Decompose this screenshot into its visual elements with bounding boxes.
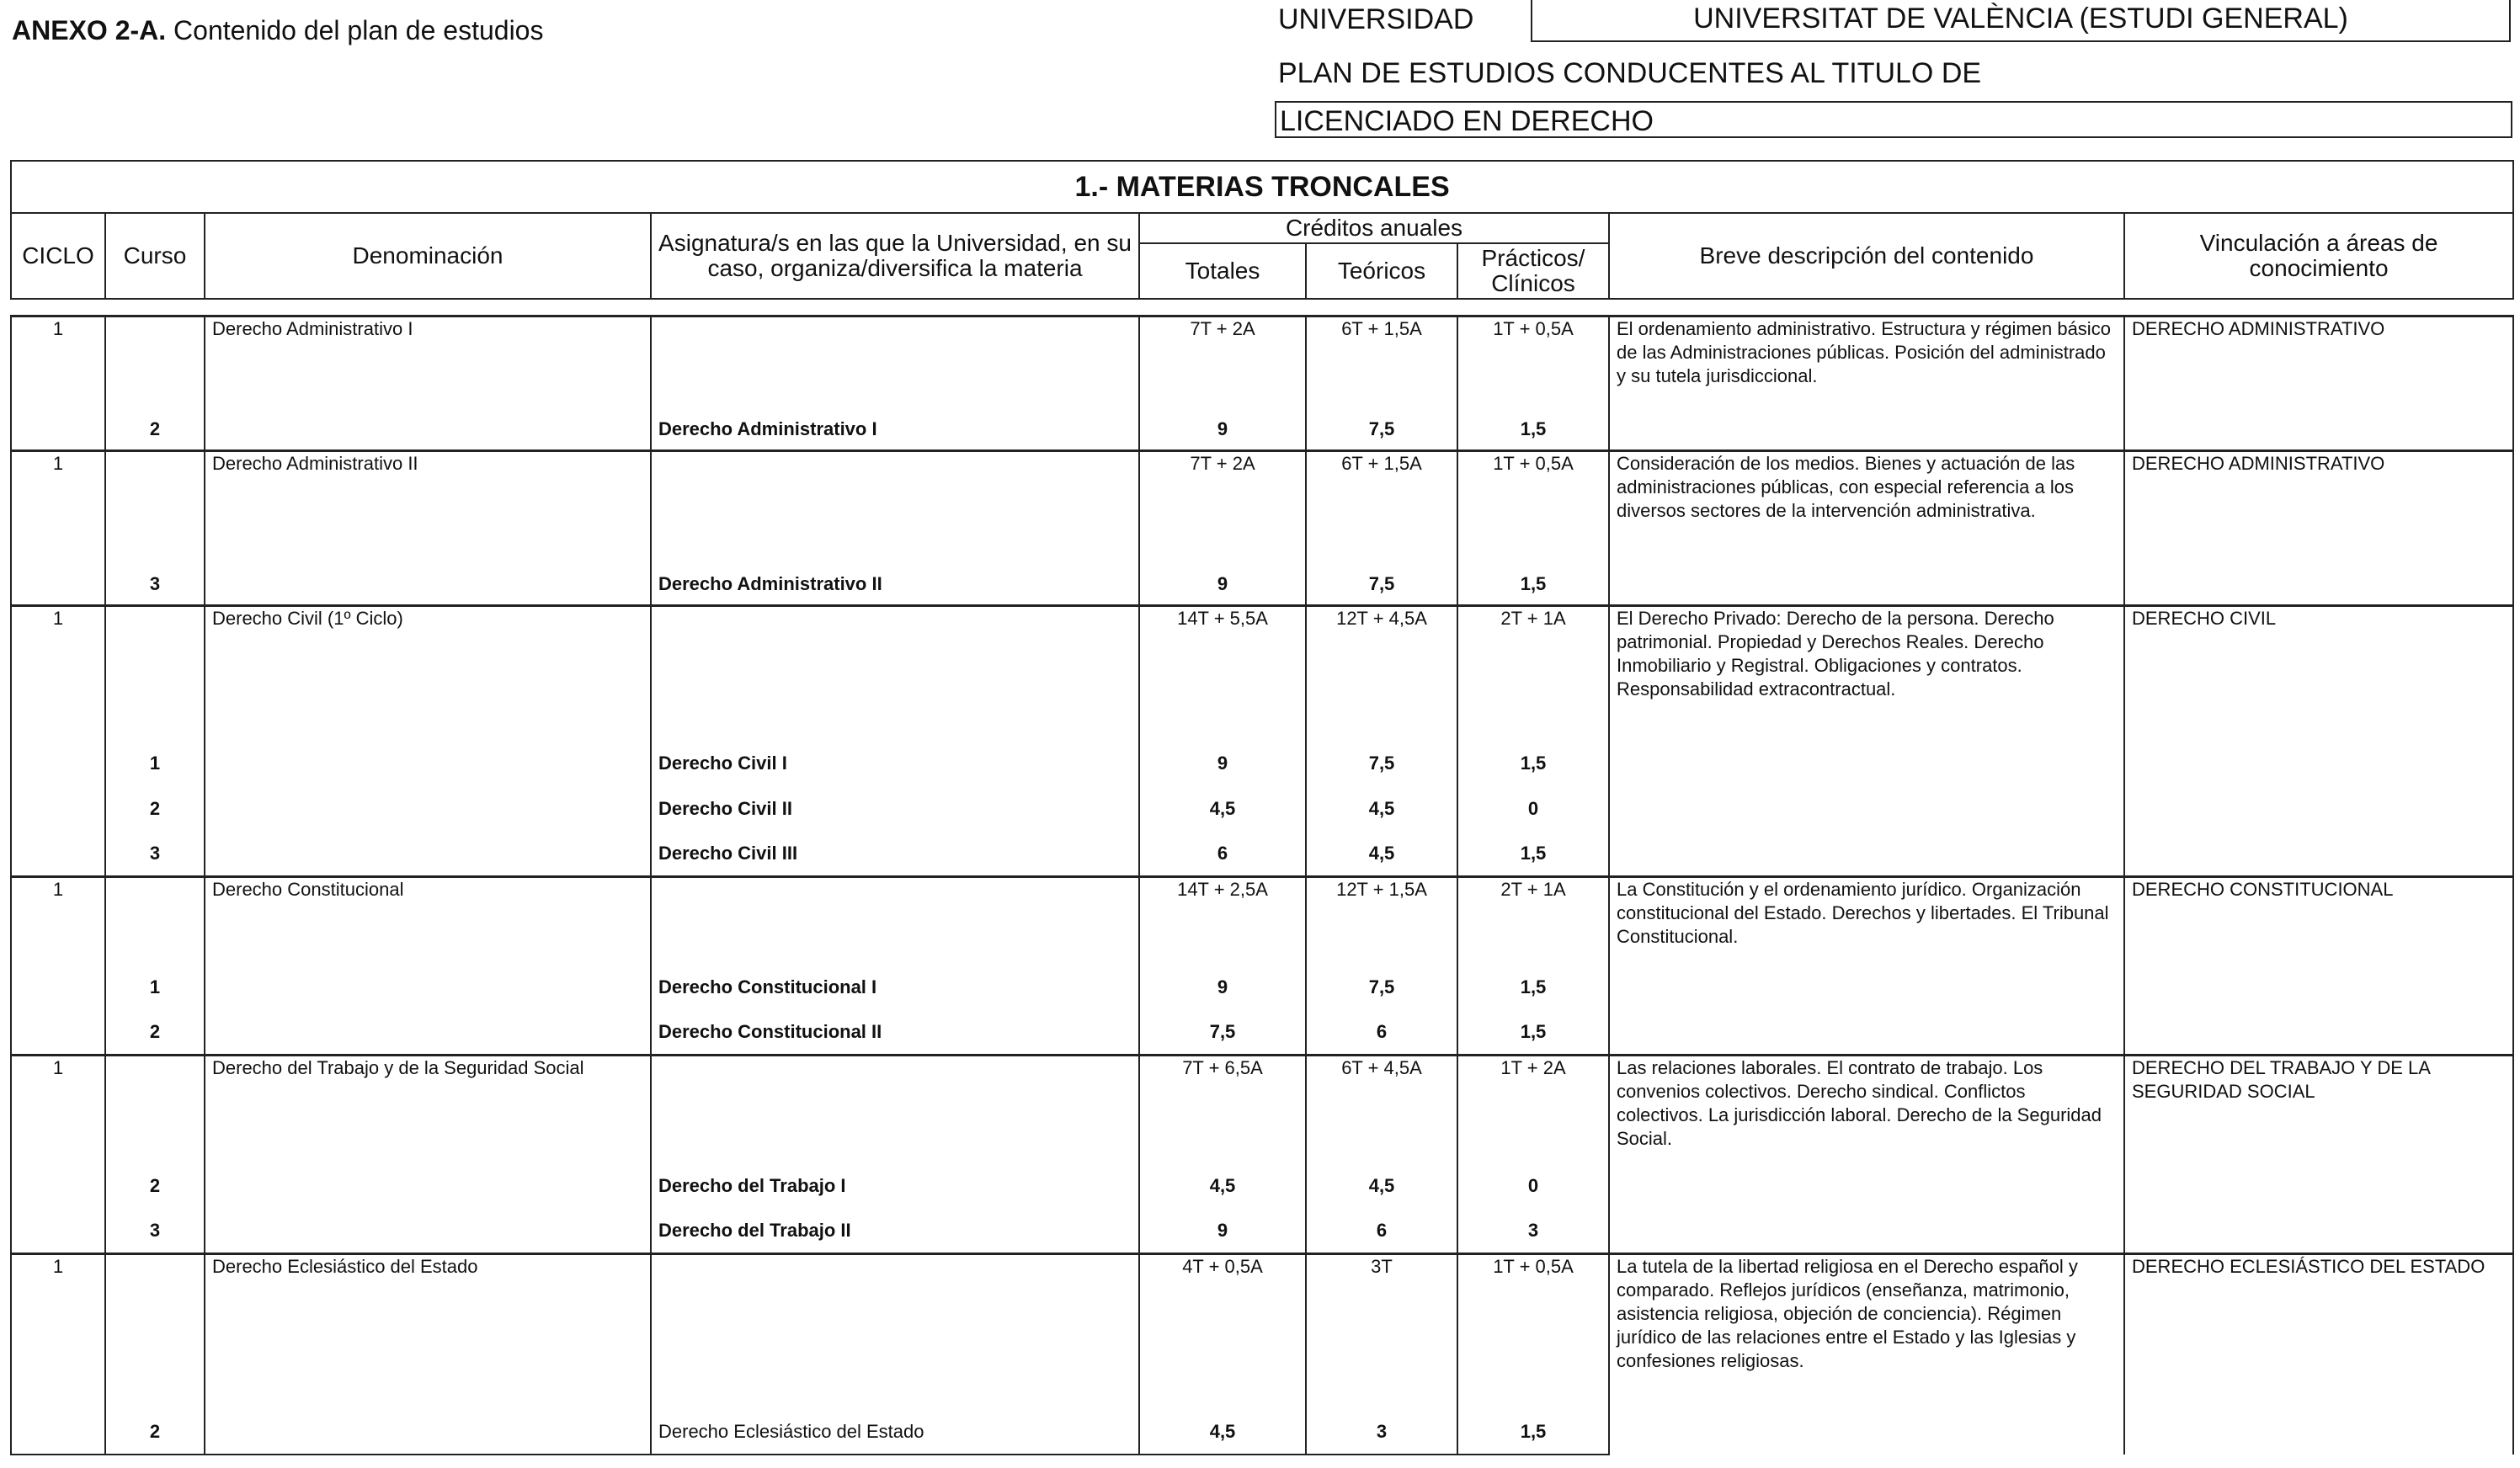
practicos-cell: 1T + 0,5A: [1457, 316, 1609, 409]
vinculacion-cell: DERECHO CONSTITUCIONAL: [2124, 877, 2513, 1056]
table-row: [11, 877, 2513, 965]
asignatura-cell: Derecho Civil I: [651, 741, 1139, 786]
descripcion-cell: Consideración de los medios. Bienes y actuación de las administraciones públicas, con especial referencia a los diversos sectores de la intervención administrativa.: [1609, 451, 2124, 606]
descripcion-cell: El Derecho Privado: Derecho de la persona. Derecho patrimonial. Propiedad y Derechos Reales. Derecho Inmobiliario y Registral. Obligaciones y contratos. Responsabilidad extracontractual.: [1609, 606, 2124, 877]
curso-cell: 2: [105, 1010, 205, 1056]
vinculacion-cell: DERECHO DEL TRABAJO Y DE LA SEGURIDAD SOCIAL: [2124, 1056, 2513, 1254]
annex-heading: [12, 15, 543, 46]
practicos-cell: 2T + 1A: [1457, 606, 1609, 741]
teoricos-cell: 7,5: [1306, 409, 1457, 451]
curso-cell: 2: [105, 409, 205, 451]
ciclo-cell: 1: [11, 606, 105, 741]
teoricos-cell: 12T + 1,5A: [1306, 877, 1457, 965]
table-row: [11, 606, 2513, 741]
curso-cell: 1: [105, 965, 205, 1010]
teoricos-cell: 6T + 1,5A: [1306, 451, 1457, 564]
table-row: [11, 316, 2513, 409]
practicos-cell: 1T + 2A: [1457, 1056, 1609, 1163]
denominacion-cell: Derecho Administrativo II: [205, 451, 651, 564]
asignatura-cell: Derecho Constitucional I: [651, 965, 1139, 1010]
asignatura-cell: Derecho Administrativo II: [651, 564, 1139, 606]
descripcion-cell: La Constitución y el ordenamiento jurídico. Organización constitucional del Estado. Derechos y libertades. El Tribunal Constitucional.: [1609, 877, 2124, 1056]
col-curso: Curso: [105, 213, 205, 299]
practicos-cell: 1,5: [1457, 409, 1609, 451]
table-row: [11, 1056, 2513, 1163]
teoricos-cell: 6T + 1,5A: [1306, 316, 1457, 409]
col-asignaturas: Asignatura/s en las que la Universidad, en su caso, organiza/diversifica la materia: [651, 213, 1139, 299]
denominacion-cell: Derecho Civil (1º Ciclo): [205, 606, 651, 741]
asignatura-cell: Derecho Eclesiástico del Estado: [651, 1411, 1139, 1455]
descripcion-cell: Las relaciones laborales. El contrato de trabajo. Los convenios colectivos. Derecho sindical. Conflictos colectivos. La jurisdicción laboral. Derecho de la Seguridad Social.: [1609, 1056, 2124, 1254]
teoricos-cell: 4,5: [1306, 832, 1457, 877]
denominacion-cell: Derecho Eclesiástico del Estado: [205, 1254, 651, 1411]
practicos-cell: 1,5: [1457, 1411, 1609, 1455]
curso-cell: 2: [105, 1163, 205, 1209]
asignatura-cell: Derecho Administrativo I: [651, 409, 1139, 451]
vinculacion-cell: DERECHO CIVIL: [2124, 606, 2513, 877]
practicos-cell: 1,5: [1457, 1010, 1609, 1056]
table-row: [11, 1254, 2513, 1411]
university-field: UNIVERSITAT DE VALÈNCIA (ESTUDI GENERAL): [1531, 0, 2511, 42]
teoricos-cell: 3: [1306, 1411, 1457, 1455]
asignatura-cell: Derecho Civil III: [651, 832, 1139, 877]
totales-cell: 7T + 2A: [1139, 451, 1306, 564]
totales-cell: 9: [1139, 409, 1306, 451]
table-row: [11, 451, 2513, 564]
teoricos-cell: 7,5: [1306, 741, 1457, 786]
descripcion-cell: La tutela de la libertad religiosa en el Derecho español y comparado. Reflejos jurídicos (enseñanza, matrimonio, asistencia religiosa, objeción de conciencia). Régimen jurídico de las relaciones entre el Estado y las Iglesias y confesiones religiosas.: [1609, 1254, 2124, 1455]
col-ciclo: CICLO: [11, 213, 105, 299]
university-label: UNIVERSIDAD: [1278, 3, 1474, 35]
practicos-cell: 1T + 0,5A: [1457, 451, 1609, 564]
practicos-cell: 2T + 1A: [1457, 877, 1609, 965]
col-descripcion: Breve descripción del contenido: [1609, 213, 2124, 299]
totales-cell: 9: [1139, 741, 1306, 786]
denominacion-cell: Derecho Constitucional: [205, 877, 651, 965]
totales-cell: 7T + 6,5A: [1139, 1056, 1306, 1163]
asignatura-cell: Derecho Constitucional II: [651, 1010, 1139, 1056]
curso-cell: 1: [105, 741, 205, 786]
asignatura-cell: Derecho del Trabajo II: [651, 1209, 1139, 1254]
totales-cell: 4,5: [1139, 1163, 1306, 1209]
curso-cell: 2: [105, 1411, 205, 1455]
curso-cell: 3: [105, 1209, 205, 1254]
totales-cell: 6: [1139, 832, 1306, 877]
ciclo-cell: 1: [11, 451, 105, 564]
col-vinculacion: Vinculación a áreas de conocimiento: [2124, 213, 2513, 299]
teoricos-cell: 6: [1306, 1209, 1457, 1254]
vinculacion-cell: DERECHO ECLESIÁSTICO DEL ESTADO: [2124, 1254, 2513, 1455]
practicos-cell: 1,5: [1457, 965, 1609, 1010]
teoricos-cell: 7,5: [1306, 965, 1457, 1010]
totales-cell: 4,5: [1139, 1411, 1306, 1455]
asignatura-cell: Derecho Civil II: [651, 786, 1139, 832]
denominacion-cell: Derecho del Trabajo y de la Seguridad Social: [205, 1056, 651, 1163]
section-title: 1.- MATERIAS TRONCALES: [11, 161, 2513, 213]
ciclo-cell: 1: [11, 1254, 105, 1411]
totales-cell: 7T + 2A: [1139, 316, 1306, 409]
col-teoricos: Teóricos: [1306, 243, 1457, 299]
totales-cell: 9: [1139, 1209, 1306, 1254]
vinculacion-cell: DERECHO ADMINISTRATIVO: [2124, 451, 2513, 606]
curso-cell: 3: [105, 564, 205, 606]
totales-cell: 7,5: [1139, 1010, 1306, 1056]
totales-cell: 4T + 0,5A: [1139, 1254, 1306, 1411]
curso-cell: 2: [105, 786, 205, 832]
subjects-table: [10, 315, 2514, 1455]
col-denominacion: Denominación: [205, 213, 651, 299]
annex-title: Contenido del plan de estudios: [173, 15, 544, 45]
denominacion-cell: Derecho Administrativo I: [205, 316, 651, 409]
plan-label: PLAN DE ESTUDIOS CONDUCENTES AL TITULO DE: [1278, 57, 1982, 89]
col-practicos: Prácticos/ Clínicos: [1457, 243, 1609, 299]
teoricos-cell: 4,5: [1306, 786, 1457, 832]
practicos-cell: 0: [1457, 1163, 1609, 1209]
totales-cell: 9: [1139, 965, 1306, 1010]
col-totales: Totales: [1139, 243, 1306, 299]
asignatura-cell: Derecho del Trabajo I: [651, 1163, 1139, 1209]
totales-cell: 14T + 2,5A: [1139, 877, 1306, 965]
degree-field: LICENCIADO EN DERECHO: [1275, 101, 2512, 138]
vinculacion-cell: DERECHO ADMINISTRATIVO: [2124, 316, 2513, 451]
descripcion-cell: El ordenamiento administrativo. Estructura y régimen básico de las Administraciones públicas. Posición del administrado y su tutela jurisdiccional.: [1609, 316, 2124, 451]
practicos-cell: 1,5: [1457, 564, 1609, 606]
ciclo-cell: 1: [11, 877, 105, 965]
practicos-cell: 0: [1457, 786, 1609, 832]
annex-label: ANEXO 2-A.: [12, 15, 167, 45]
practicos-cell: 1T + 0,5A: [1457, 1254, 1609, 1411]
practicos-cell: 3: [1457, 1209, 1609, 1254]
table-header: [10, 160, 2514, 300]
totales-cell: 9: [1139, 564, 1306, 606]
totales-cell: 4,5: [1139, 786, 1306, 832]
ciclo-cell: 1: [11, 316, 105, 409]
practicos-cell: 1,5: [1457, 741, 1609, 786]
teoricos-cell: 12T + 4,5A: [1306, 606, 1457, 741]
practicos-cell: 1,5: [1457, 832, 1609, 877]
teoricos-cell: 4,5: [1306, 1163, 1457, 1209]
ciclo-cell: 1: [11, 1056, 105, 1163]
teoricos-cell: 3T: [1306, 1254, 1457, 1411]
totales-cell: 14T + 5,5A: [1139, 606, 1306, 741]
curso-cell: 3: [105, 832, 205, 877]
teoricos-cell: 7,5: [1306, 564, 1457, 606]
teoricos-cell: 6: [1306, 1010, 1457, 1056]
teoricos-cell: 6T + 4,5A: [1306, 1056, 1457, 1163]
col-creditos: Créditos anuales: [1139, 213, 1609, 243]
